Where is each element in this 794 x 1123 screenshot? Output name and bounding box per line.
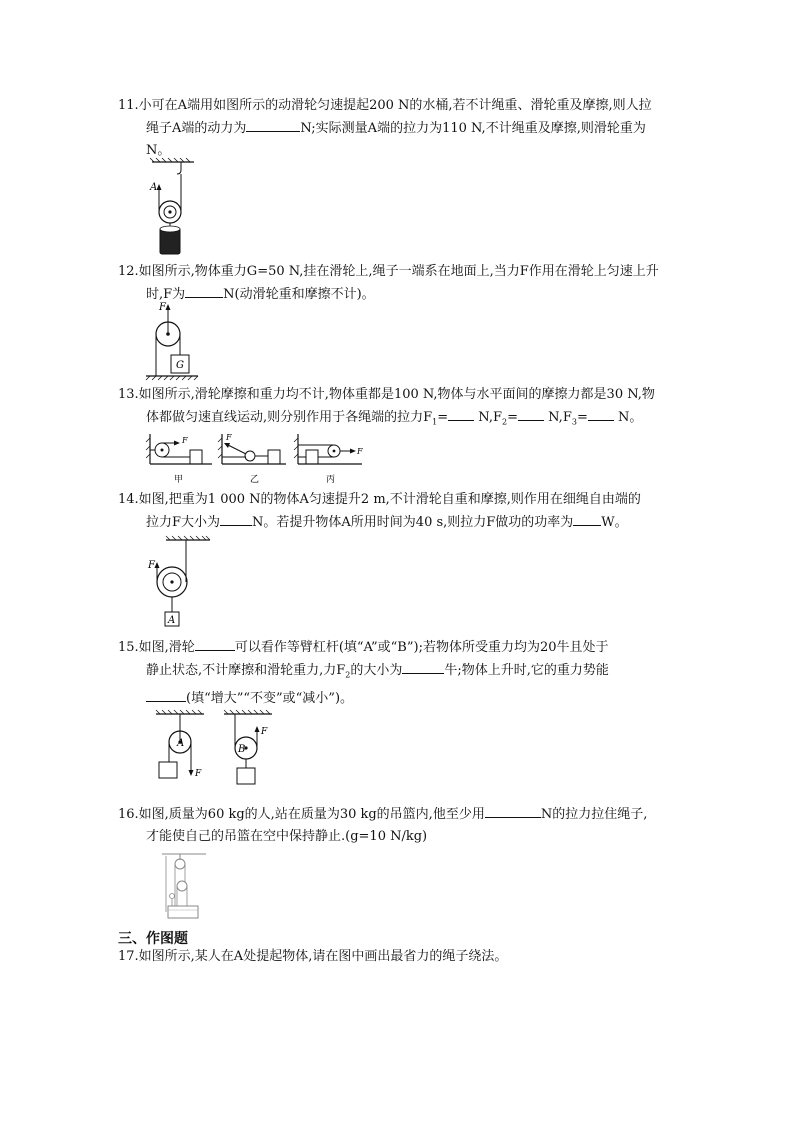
q11-figure-movable-pulley — [148, 160, 198, 260]
label-bing: 丙 — [326, 475, 336, 485]
label-f2: F — [261, 727, 268, 737]
q16-line1: 16.如图,质量为60 kg的人,站在质量为30 kg的吊篮内,他至少用 N的拉力拉住绳子, — [118, 803, 708, 826]
q14-line1: 14.如图,把重为1 000 N的物体A匀速提升2 m,不计滑轮自重和摩擦,则作用在细绳自由端的 — [118, 492, 641, 507]
label-f: F — [159, 302, 166, 313]
figure-jia — [146, 434, 212, 485]
q11-line2: 绳子A端的动力为 N;实际测量A端的拉力为110 N,不计绳重及摩擦,则滑轮重为 — [118, 117, 708, 140]
question-14 — [118, 489, 708, 534]
q11-line3: N。 — [146, 143, 171, 158]
label-a: A — [150, 182, 158, 193]
answer-blank[interactable] — [220, 511, 252, 526]
svg-text:F: F — [357, 447, 363, 456]
question-15 — [118, 636, 708, 710]
q11-line1: 11.小可在A端用如图所示的动滑轮匀速提起200 N的水桶,若不计绳重、滑轮重及摩擦,则人拉 — [118, 98, 652, 113]
answer-blank[interactable] — [448, 406, 474, 421]
figure-bing — [294, 434, 363, 485]
answer-blank[interactable] — [518, 406, 544, 421]
q13-line1: 13.如图所示,滑轮摩擦和重力均不计,物体重都是100 N,物体与水平面间的摩擦力都是30 N,物 — [118, 387, 655, 402]
answer-blank[interactable] — [485, 803, 541, 818]
label-f: F — [148, 560, 155, 571]
question-11 — [118, 95, 708, 162]
answer-blank[interactable] — [588, 406, 614, 421]
q15-figure-pulleys — [154, 710, 294, 790]
answer-blank[interactable] — [402, 659, 444, 674]
q14-line2: 拉力F大小为 N。若提升物体A所用时间为40 s,则拉力F做功的功率为 W。 — [118, 511, 708, 534]
q12-line1: 12.如图所示,物体重力G=50 N,挂在滑轮上,绳子一端系在地面上,当力F作用在滑轮上匀速上升 — [118, 264, 659, 279]
q16-figure-basket — [160, 852, 210, 922]
label-yi: 乙 — [250, 475, 260, 485]
q13-figure-three-pulleys — [146, 430, 376, 486]
q12-figure-pulley — [146, 300, 206, 384]
figure-yi — [218, 433, 286, 485]
answer-blank[interactable] — [246, 117, 300, 132]
label-f1: F — [195, 769, 202, 779]
answer-blank[interactable] — [195, 636, 235, 651]
answer-blank[interactable] — [185, 283, 223, 298]
q14-figure-pulley — [146, 536, 216, 632]
section-heading: 三、作图题 — [118, 931, 188, 947]
question-17 — [118, 946, 708, 968]
question-13 — [118, 384, 708, 434]
question-16 — [118, 803, 708, 848]
label-jia: 甲 — [174, 475, 184, 485]
q13-line2: 体都做匀速直线运动,则分别作用于各绳端的拉力$F_1= N,F_2= N,F_3= N$。 — [118, 406, 708, 434]
label-a: A — [168, 615, 176, 626]
q17-line1: 17.如图所示,某人在A处提起物体,请在图中画出最省力的绳子绕法。 — [118, 949, 508, 964]
answer-blank[interactable] — [146, 687, 186, 702]
label-pulley-b: B — [238, 744, 246, 755]
svg-text:F: F — [226, 433, 232, 442]
label-pulley-a: A — [177, 738, 185, 749]
q15-line1: 15.如图,滑轮 可以看作等臂杠杆(填“A”或“B”);若物体所受重力均为20牛且处于 — [118, 636, 708, 659]
svg-text:F: F — [182, 436, 188, 445]
q12-line2: 时,F为 N(动滑轮重和摩擦不计)。 — [118, 283, 708, 306]
q15-line2: 静止状态,不计摩擦和滑轮重力,力$F_2$的大小为 牛;物体上升时,它的重力势能 — [118, 659, 708, 687]
answer-blank[interactable] — [573, 511, 601, 526]
q16-line2: 才能使自己的吊篮在空中保持静止.(g=10 N/kg) — [146, 829, 428, 844]
question-12 — [118, 261, 708, 306]
q15-line3: (填“增大”“不变”或“减小”)。 — [118, 687, 708, 710]
label-g: G — [176, 360, 184, 371]
